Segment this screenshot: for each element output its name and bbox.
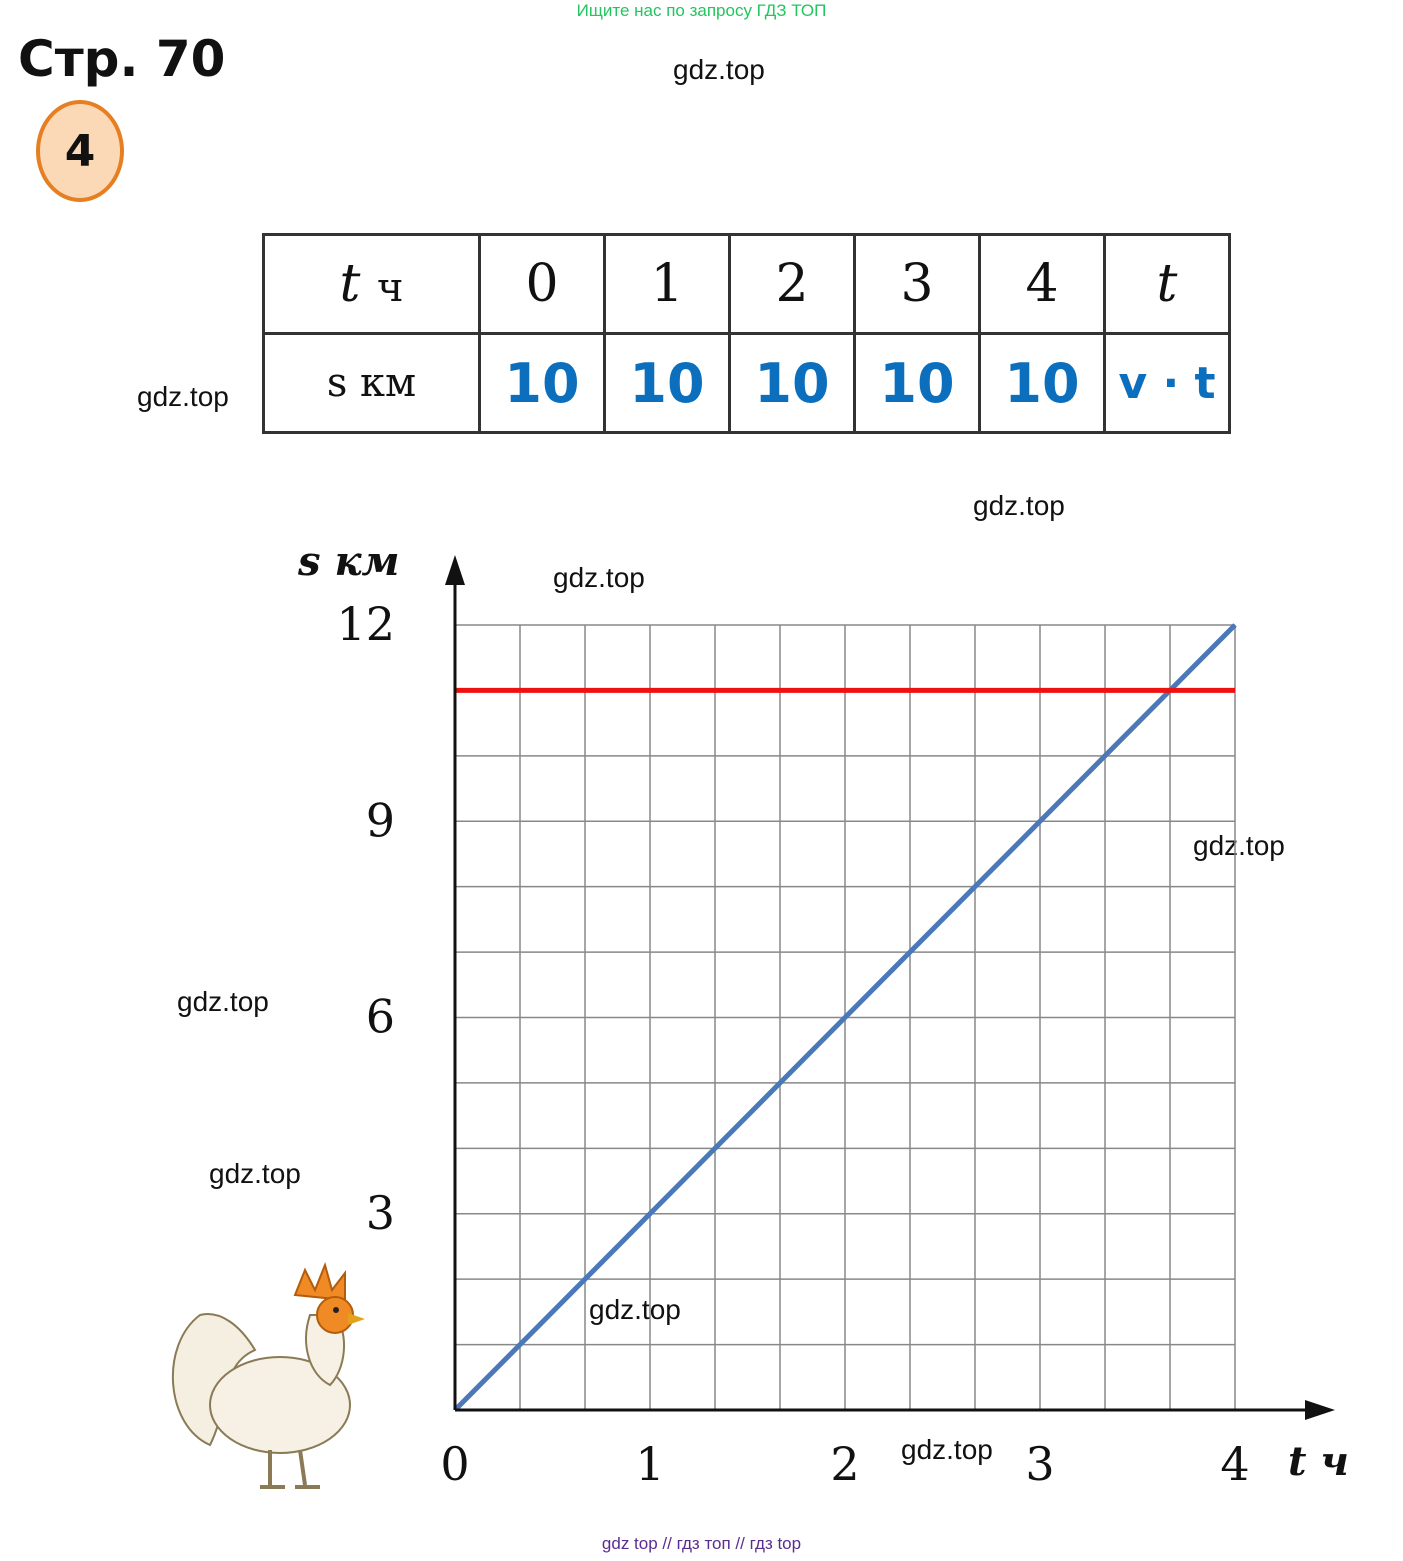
y-axis-label: s км [298,540,400,585]
x-tick-labels [440,1437,1249,1491]
watermark: gdz.top [209,1158,301,1189]
answer-cell: 10 [480,334,605,433]
header-cell-s: s км [264,334,480,433]
watermark: gdz.top [137,381,229,412]
var-t: t [339,254,361,314]
table-row-time [264,235,1230,334]
footer-links: gdz top // гдз топ // гдз top [601,1534,802,1553]
answer-cell: 10 [605,334,730,433]
x-tick-label: 1 [635,1437,665,1491]
watermark: gdz.top [1193,830,1285,861]
table-row-distance [264,334,1230,433]
y-tick-label: 9 [365,793,395,848]
answer-formula-cell: v · t [1105,334,1230,433]
table-cell: 1 [605,235,730,334]
y-tick-labels [336,597,395,1240]
watermark: gdz.top [553,562,645,593]
y-axis-arrow [445,555,465,585]
header-cell-t [264,235,480,334]
watermark: gdz.top [673,54,765,85]
watermark: gdz.top [177,986,269,1017]
y-tick-label: 3 [365,1185,395,1240]
x-tick-label: 4 [1220,1437,1250,1491]
table-cell: 0 [480,235,605,334]
table-cell: 4 [980,235,1105,334]
watermark: gdz.top [589,1294,681,1325]
page-title: Стр. 70 [18,30,226,88]
answer-cell: 10 [730,334,855,433]
task-number-badge: 4 [36,100,124,202]
values-table [262,233,1231,434]
watermark: gdz.top [973,490,1065,521]
table-cell: 2 [730,235,855,334]
watermark: gdz.top [901,1434,993,1465]
y-tick-label: 12 [336,597,395,651]
answer-cell: 10 [980,334,1105,433]
x-axis-label: t ч [1288,1438,1349,1485]
x-axis-arrow [1305,1400,1335,1420]
x-tick-label: 2 [830,1437,860,1491]
y-tick-label: 6 [365,989,395,1044]
x-tick-label: 3 [1025,1437,1055,1491]
unit-hours: ч [376,265,404,311]
table-cell: 3 [855,235,980,334]
answer-cell: 10 [855,334,980,433]
distance-time-chart [280,540,1380,1510]
x-tick-label: 0 [440,1437,470,1491]
rooster-illustration [160,1255,370,1500]
top-banner: Ищите нас по запросу ГДЗ ТОП [576,1,827,20]
table-cell: t [1105,235,1230,334]
